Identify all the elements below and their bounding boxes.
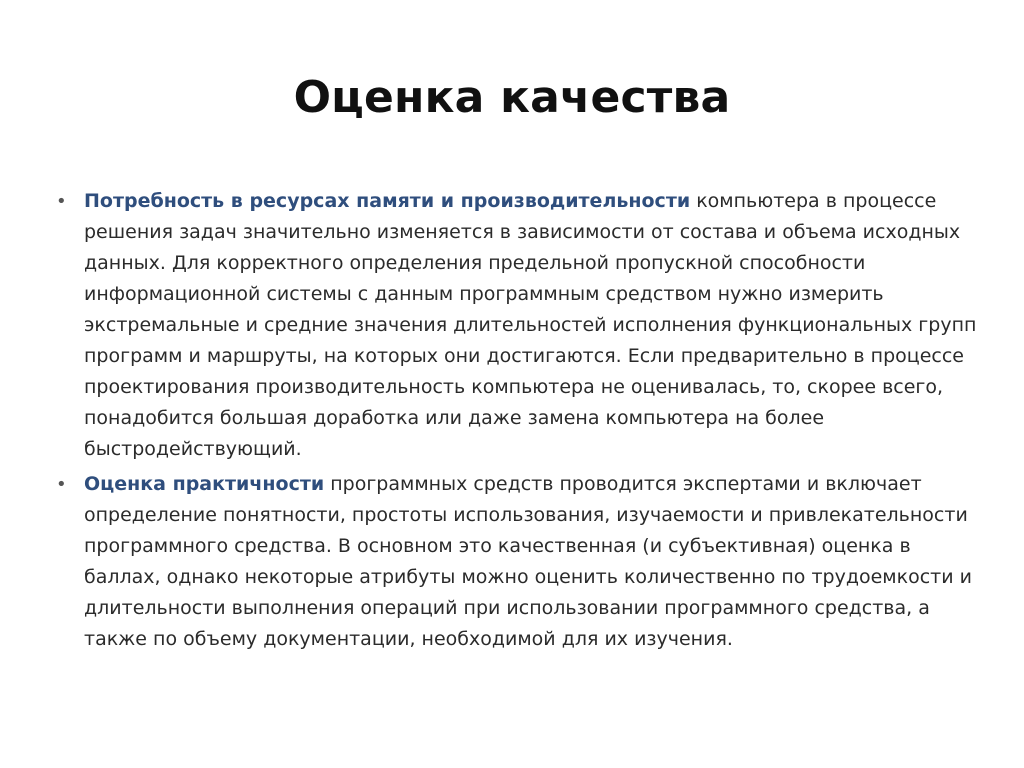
slide-title: Оценка качества [293, 72, 731, 123]
bullet-dot-icon: • [56, 191, 67, 212]
bullet-item-resources [56, 186, 984, 465]
bullet-text [84, 186, 984, 465]
bullet-text [84, 469, 984, 655]
bullet-body: программных средств проводится экспертами и включает определение понятности, простоты использования, изучаемости и привлекательности программного средства. В основном это качественная (и субъективная) оценка в баллах, однако некоторые атрибуты можно оценить количественно по трудоемкости и длительности выполнения операций при использовании программного средства, а также по объему документации, необходимой для их изучения. [84, 473, 972, 650]
bullet-lead-term: Потребность в ресурсах памяти и производительности [84, 190, 691, 212]
bullet-list [56, 186, 984, 659]
bullet-item-usability [56, 469, 984, 655]
bullet-dot-icon: • [56, 474, 67, 495]
bullet-lead-term: Оценка практичности [84, 473, 325, 495]
bullet-body: компьютера в процессе решения задач значительно изменяется в зависимости от состава и объема исходных данных. Для корректного определения предельной пропускной способности информационной системы с данным программным средством нужно измерить экстремальные и средние значения длительностей исполнения функциональных групп программ и маршруты, на которых они достигаются. Если предварительно в процессе проектирования производительность компьютера не оценивалась, то, скорее всего, понадобится большая доработка или даже замена компьютера на более быстродействующий. [84, 190, 977, 460]
